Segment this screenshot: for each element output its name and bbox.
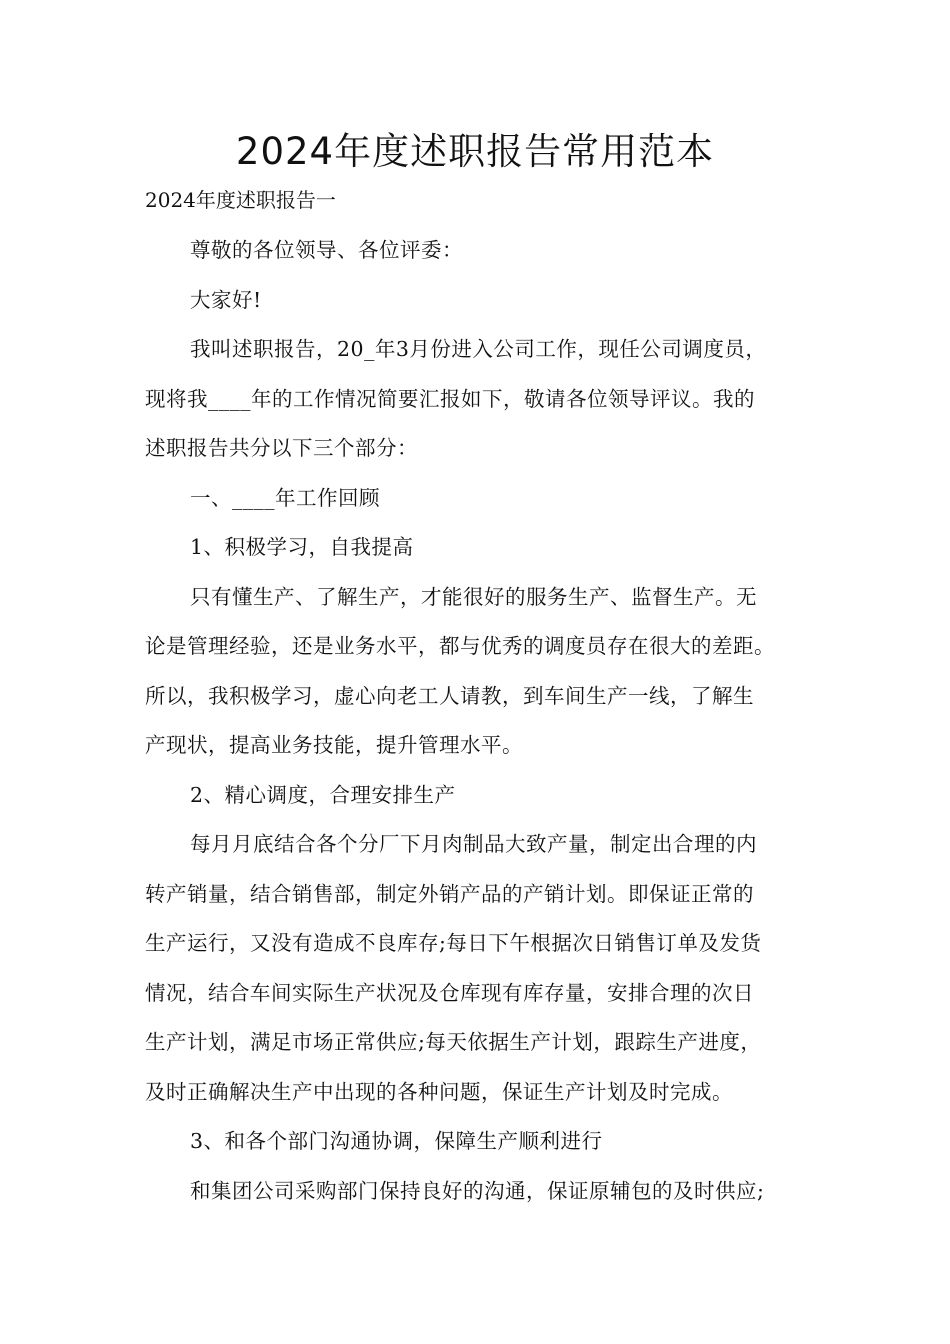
document-line: 生产运行，又没有造成不良库存;每日下午根据次日销售订单及发货 xyxy=(145,931,762,955)
document-body xyxy=(145,230,810,1220)
document-line: 转产销量，结合销售部，制定外销产品的产销计划。即保证正常的 xyxy=(145,881,754,906)
document-subtitle: 2024年度述职报告一 xyxy=(145,188,336,212)
document-line: 现将我____年的工作情况简要汇报如下，敬请各位领导评议。我的 xyxy=(145,386,755,411)
document-line: 产现状，提高业务技能，提升管理水平。 xyxy=(145,733,523,757)
document-line: 一、____年工作回顾 xyxy=(190,485,380,510)
document-title: 2024年度述职报告常用范本 xyxy=(235,130,715,173)
document-line: 大家好! xyxy=(190,287,262,312)
document-line: 2、精心调度，合理安排生产 xyxy=(190,782,456,807)
document-line: 情况，结合车间实际生产状况及仓库现有库存量，安排合理的次日 xyxy=(145,980,754,1005)
document-line: 所以，我积极学习，虚心向老工人请教，到车间生产一线，了解生 xyxy=(145,683,754,708)
document-line: 1、积极学习，自我提高 xyxy=(190,535,414,559)
document-line: 述职报告共分以下三个部分： xyxy=(145,436,418,460)
document-line: 3、和各个部门沟通协调，保障生产顺利进行 xyxy=(190,1129,603,1153)
document-line: 每月月底结合各个分厂下月肉制品大致产量，制定出合理的内 xyxy=(190,832,757,856)
document-line: 尊敬的各位领导、各位评委： xyxy=(190,238,463,262)
document-line: 及时正确解决生产中出现的各种问题，保证生产计划及时完成。 xyxy=(145,1079,733,1104)
document-line: 只有懂生产、了解生产，才能很好的服务生产、监督生产。无 xyxy=(190,584,757,609)
document-line: 我叫述职报告，20_年3月份进入公司工作，现任公司调度员， xyxy=(190,337,767,361)
document-line: 和集团公司采购部门保持良好的沟通，保证原辅包的及时供应; xyxy=(190,1178,765,1203)
document-line: 论是管理经验，还是业务水平，都与优秀的调度员存在很大的差距。 xyxy=(145,634,775,658)
document-line: 生产计划，满足市场正常供应;每天依据生产计划，跟踪生产进度， xyxy=(145,1030,762,1054)
